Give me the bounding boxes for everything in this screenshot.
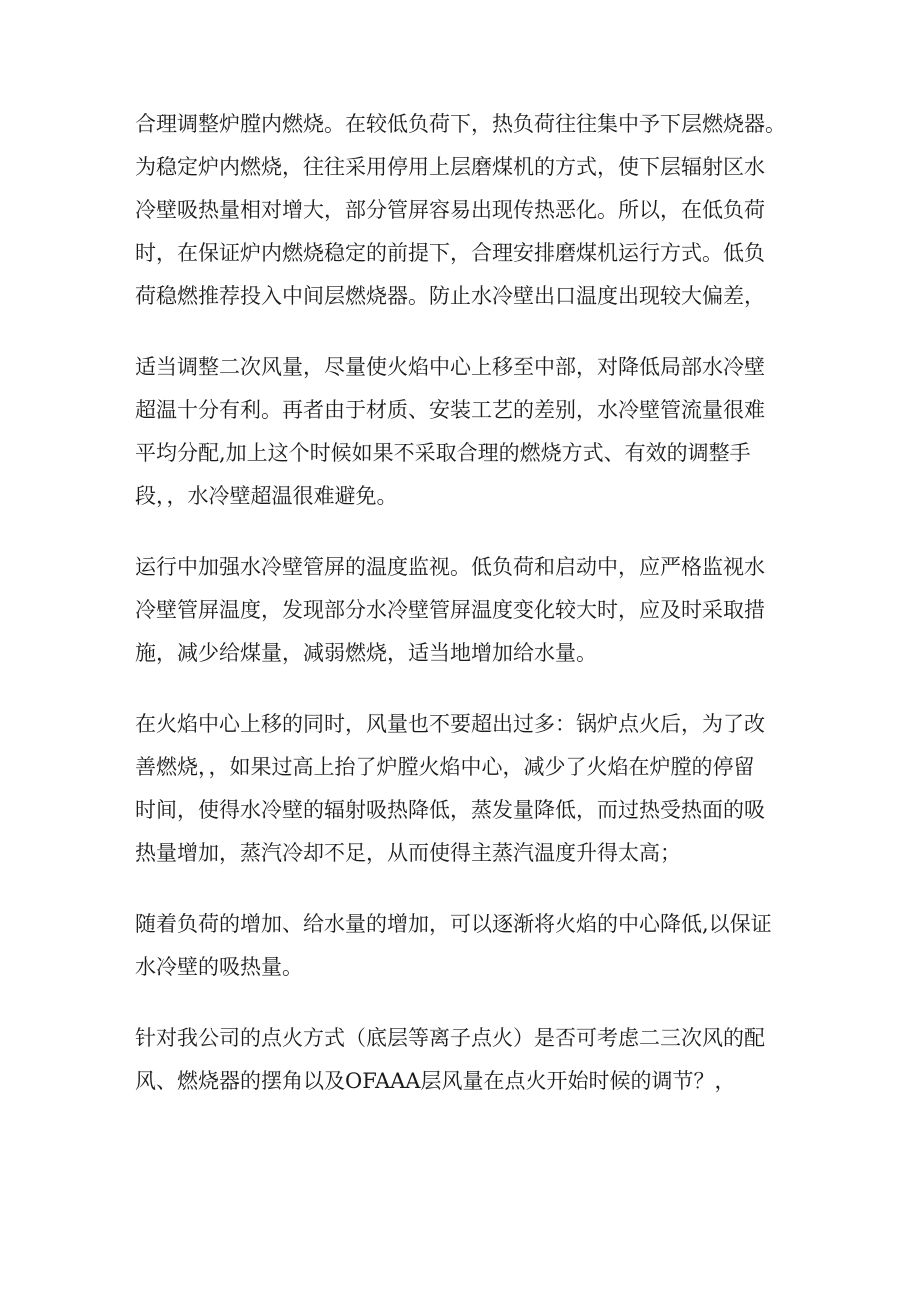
text-line: 善燃烧，，如果过高上抬了炉膛火焰中心，减少了火焰在炉膛的停留 bbox=[135, 755, 755, 779]
paragraph-1 bbox=[135, 103, 805, 318]
text-line: 冷壁吸热量相对增大，部分管屏容易出现传热恶化。所以，在低负荷 bbox=[135, 198, 765, 222]
text-line: 风、燃烧器的摆角以及OFAAA层风量在点火开始时候的调节？， bbox=[135, 1069, 736, 1093]
text-line: 随着负荷的增加、给水量的增加，可以逐渐将火焰的中心降低,以保证 bbox=[135, 912, 772, 936]
text-line: 冷壁管屏温度，发现部分水冷壁管屏温度变化较大时，应及时采取措 bbox=[135, 598, 765, 622]
paragraph-3 bbox=[135, 546, 805, 675]
text-line: 段，，水冷壁超温很难避免。 bbox=[135, 484, 398, 508]
text-line: 在火焰中心上移的同时，风量也不要超出过多：锅炉点火后，为了改 bbox=[135, 712, 765, 736]
text-line: 为稳定炉内燃烧，往往采用停用上层磨煤机的方式，使下层辐射区水 bbox=[135, 155, 765, 179]
paragraph-4 bbox=[135, 703, 805, 875]
text-line: 时，在保证炉内燃烧稳定的前提下，合理安排磨煤机运行方式。低负 bbox=[135, 241, 765, 265]
paragraph-2 bbox=[135, 346, 805, 518]
paragraph-5 bbox=[135, 903, 805, 989]
text-line: 适当调整二次风量，尽量使火焰中心上移至中部，对降低局部水冷壁 bbox=[135, 355, 765, 379]
text-line: 超温十分有利。再者由于材质、安装工艺的差别，水冷壁管流量很难 bbox=[135, 398, 765, 422]
text-line: 平均分配,加上这个时候如果不采取合理的燃烧方式、有效的调整手 bbox=[135, 441, 751, 465]
text-line: 施，减少给煤量，减弱燃烧，适当地增加给水量。 bbox=[135, 641, 597, 665]
paragraph-6 bbox=[135, 1017, 805, 1103]
text-line: 水冷壁的吸热量。 bbox=[135, 955, 303, 979]
text-line: 针对我公司的点火方式（底层等离子点火）是否可考虑二三次风的配 bbox=[135, 1026, 765, 1050]
text-line: 运行中加强水冷壁管屏的温度监视。低负荷和启动中，应严格监视水 bbox=[135, 555, 765, 579]
document-body bbox=[135, 103, 805, 1131]
text-line: 时间，使得水冷壁的辐射吸热降低，蒸发量降低，而过热受热面的吸 bbox=[135, 798, 765, 822]
text-line: 合理调整炉膛内燃烧。在较低负荷下，热负荷往往集中予下层燃烧器。 bbox=[135, 112, 786, 136]
text-line: 热量增加，蒸汽冷却不足，从而使得主蒸汽温度升得太高； bbox=[135, 841, 681, 865]
text-line: 荷稳燃推荐投入中间层燃烧器。防止水冷壁出口温度出现较大偏差， bbox=[135, 284, 765, 308]
